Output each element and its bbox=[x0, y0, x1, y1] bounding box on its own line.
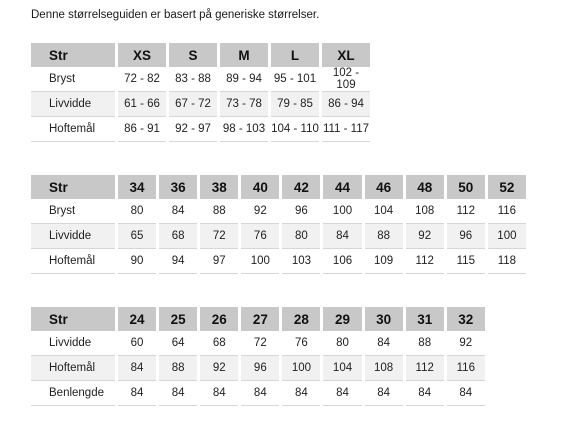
table-row bbox=[31, 67, 370, 92]
measurement-value: 106 bbox=[323, 249, 361, 274]
size-header-cell: XS bbox=[118, 43, 166, 67]
measurement-value: 84 bbox=[118, 356, 156, 381]
measurement-label: Hoftemål bbox=[31, 356, 115, 381]
size-header-cell: 40 bbox=[241, 175, 279, 199]
size-header-cell: 25 bbox=[159, 307, 197, 331]
measurement-value: 100 bbox=[282, 356, 320, 381]
measurement-value: 88 bbox=[200, 199, 238, 224]
measurement-value: 68 bbox=[200, 331, 238, 356]
size-header-cell: 42 bbox=[282, 175, 320, 199]
table-row bbox=[31, 331, 485, 356]
size-header-cell: 27 bbox=[241, 307, 279, 331]
table-row bbox=[31, 356, 485, 381]
size-header-cell: 52 bbox=[488, 175, 526, 199]
measurement-value: 83 - 88 bbox=[169, 67, 217, 92]
size-header-cell: M bbox=[220, 43, 268, 67]
measurement-value: 88 bbox=[406, 331, 444, 356]
measurement-value: 60 bbox=[118, 331, 156, 356]
measurement-label: Benlengde bbox=[31, 381, 115, 406]
size-header-cell: 36 bbox=[159, 175, 197, 199]
measurement-value: 84 bbox=[159, 381, 197, 406]
measurement-value: 72 bbox=[200, 224, 238, 249]
measurement-value: 84 bbox=[241, 381, 279, 406]
measurement-value: 111 - 117 bbox=[322, 117, 370, 142]
header-row bbox=[31, 43, 370, 67]
measurement-value: 86 - 94 bbox=[322, 92, 370, 117]
size-header-cell: L bbox=[271, 43, 319, 67]
measurement-value: 115 bbox=[447, 249, 485, 274]
measurement-value: 109 bbox=[365, 249, 403, 274]
measurement-value: 84 bbox=[323, 381, 361, 406]
measurement-label: Livvidde bbox=[31, 224, 115, 249]
measurement-value: 92 bbox=[241, 199, 279, 224]
header-row bbox=[31, 307, 485, 331]
measurement-value: 84 bbox=[118, 381, 156, 406]
intro-text: Denne størrelseguiden er basert på generiske størrelser. bbox=[31, 9, 320, 21]
size-table-waist bbox=[28, 307, 488, 406]
measurement-value: 104 bbox=[323, 356, 361, 381]
measurement-value: 76 bbox=[282, 331, 320, 356]
measurement-value: 108 bbox=[365, 356, 403, 381]
size-header-label: Str bbox=[31, 307, 115, 331]
size-header-cell: S bbox=[169, 43, 217, 67]
measurement-value: 65 bbox=[118, 224, 156, 249]
measurement-value: 92 bbox=[406, 224, 444, 249]
size-header-cell: 32 bbox=[447, 307, 485, 331]
measurement-value: 84 bbox=[282, 381, 320, 406]
measurement-value: 102 - 109 bbox=[322, 67, 370, 92]
header-row bbox=[31, 175, 526, 199]
measurement-label: Bryst bbox=[31, 199, 115, 224]
size-header-cell: XL bbox=[322, 43, 370, 67]
size-header-cell: 38 bbox=[200, 175, 238, 199]
size-header-cell: 46 bbox=[365, 175, 403, 199]
measurement-value: 104 bbox=[365, 199, 403, 224]
measurement-value: 72 - 82 bbox=[118, 67, 166, 92]
measurement-value: 84 bbox=[159, 199, 197, 224]
measurement-value: 92 bbox=[200, 356, 238, 381]
size-header-cell: 29 bbox=[323, 307, 361, 331]
size-header-cell: 50 bbox=[447, 175, 485, 199]
size-header-cell: 34 bbox=[118, 175, 156, 199]
measurement-value: 84 bbox=[200, 381, 238, 406]
measurement-value: 90 bbox=[118, 249, 156, 274]
measurement-value: 84 bbox=[406, 381, 444, 406]
measurement-value: 61 - 66 bbox=[118, 92, 166, 117]
measurement-value: 98 - 103 bbox=[220, 117, 268, 142]
measurement-value: 88 bbox=[159, 356, 197, 381]
measurement-value: 72 bbox=[241, 331, 279, 356]
measurement-value: 112 bbox=[406, 356, 444, 381]
measurement-value: 92 - 97 bbox=[169, 117, 217, 142]
measurement-value: 84 bbox=[323, 224, 361, 249]
table-row bbox=[31, 92, 370, 117]
measurement-label: Hoftemål bbox=[31, 117, 115, 142]
size-header-cell: 26 bbox=[200, 307, 238, 331]
size-header-cell: 48 bbox=[406, 175, 444, 199]
size-header-label: Str bbox=[31, 43, 115, 67]
measurement-label: Livvidde bbox=[31, 331, 115, 356]
measurement-value: 67 - 72 bbox=[169, 92, 217, 117]
measurement-value: 97 bbox=[200, 249, 238, 274]
table-row bbox=[31, 249, 526, 274]
measurement-value: 88 bbox=[365, 224, 403, 249]
measurement-value: 89 - 94 bbox=[220, 67, 268, 92]
measurement-value: 68 bbox=[159, 224, 197, 249]
size-header-label: Str bbox=[31, 175, 115, 199]
measurement-value: 80 bbox=[118, 199, 156, 224]
measurement-value: 108 bbox=[406, 199, 444, 224]
measurement-value: 100 bbox=[241, 249, 279, 274]
table-row bbox=[31, 224, 526, 249]
measurement-value: 92 bbox=[447, 331, 485, 356]
measurement-value: 84 bbox=[447, 381, 485, 406]
measurement-value: 79 - 85 bbox=[271, 92, 319, 117]
size-table-letter bbox=[28, 43, 373, 142]
measurement-value: 103 bbox=[282, 249, 320, 274]
measurement-value: 96 bbox=[241, 356, 279, 381]
measurement-value: 64 bbox=[159, 331, 197, 356]
table-row bbox=[31, 199, 526, 224]
measurement-value: 84 bbox=[365, 381, 403, 406]
size-table-numeric bbox=[28, 175, 529, 274]
measurement-value: 73 - 78 bbox=[220, 92, 268, 117]
measurement-value: 116 bbox=[488, 199, 526, 224]
measurement-value: 86 - 91 bbox=[118, 117, 166, 142]
measurement-value: 112 bbox=[447, 199, 485, 224]
measurement-value: 100 bbox=[323, 199, 361, 224]
measurement-value: 96 bbox=[447, 224, 485, 249]
size-header-cell: 31 bbox=[406, 307, 444, 331]
size-header-cell: 44 bbox=[323, 175, 361, 199]
measurement-value: 80 bbox=[323, 331, 361, 356]
measurement-label: Livvidde bbox=[31, 92, 115, 117]
measurement-value: 96 bbox=[282, 199, 320, 224]
measurement-value: 104 - 110 bbox=[271, 117, 319, 142]
measurement-label: Hoftemål bbox=[31, 249, 115, 274]
measurement-value: 112 bbox=[406, 249, 444, 274]
table-row bbox=[31, 117, 370, 142]
measurement-value: 94 bbox=[159, 249, 197, 274]
measurement-value: 100 bbox=[488, 224, 526, 249]
measurement-value: 76 bbox=[241, 224, 279, 249]
measurement-label: Bryst bbox=[31, 67, 115, 92]
size-header-cell: 24 bbox=[118, 307, 156, 331]
measurement-value: 80 bbox=[282, 224, 320, 249]
measurement-value: 95 - 101 bbox=[271, 67, 319, 92]
measurement-value: 84 bbox=[365, 331, 403, 356]
table-row bbox=[31, 381, 485, 406]
size-header-cell: 30 bbox=[365, 307, 403, 331]
measurement-value: 118 bbox=[488, 249, 526, 274]
size-header-cell: 28 bbox=[282, 307, 320, 331]
measurement-value: 116 bbox=[447, 356, 485, 381]
